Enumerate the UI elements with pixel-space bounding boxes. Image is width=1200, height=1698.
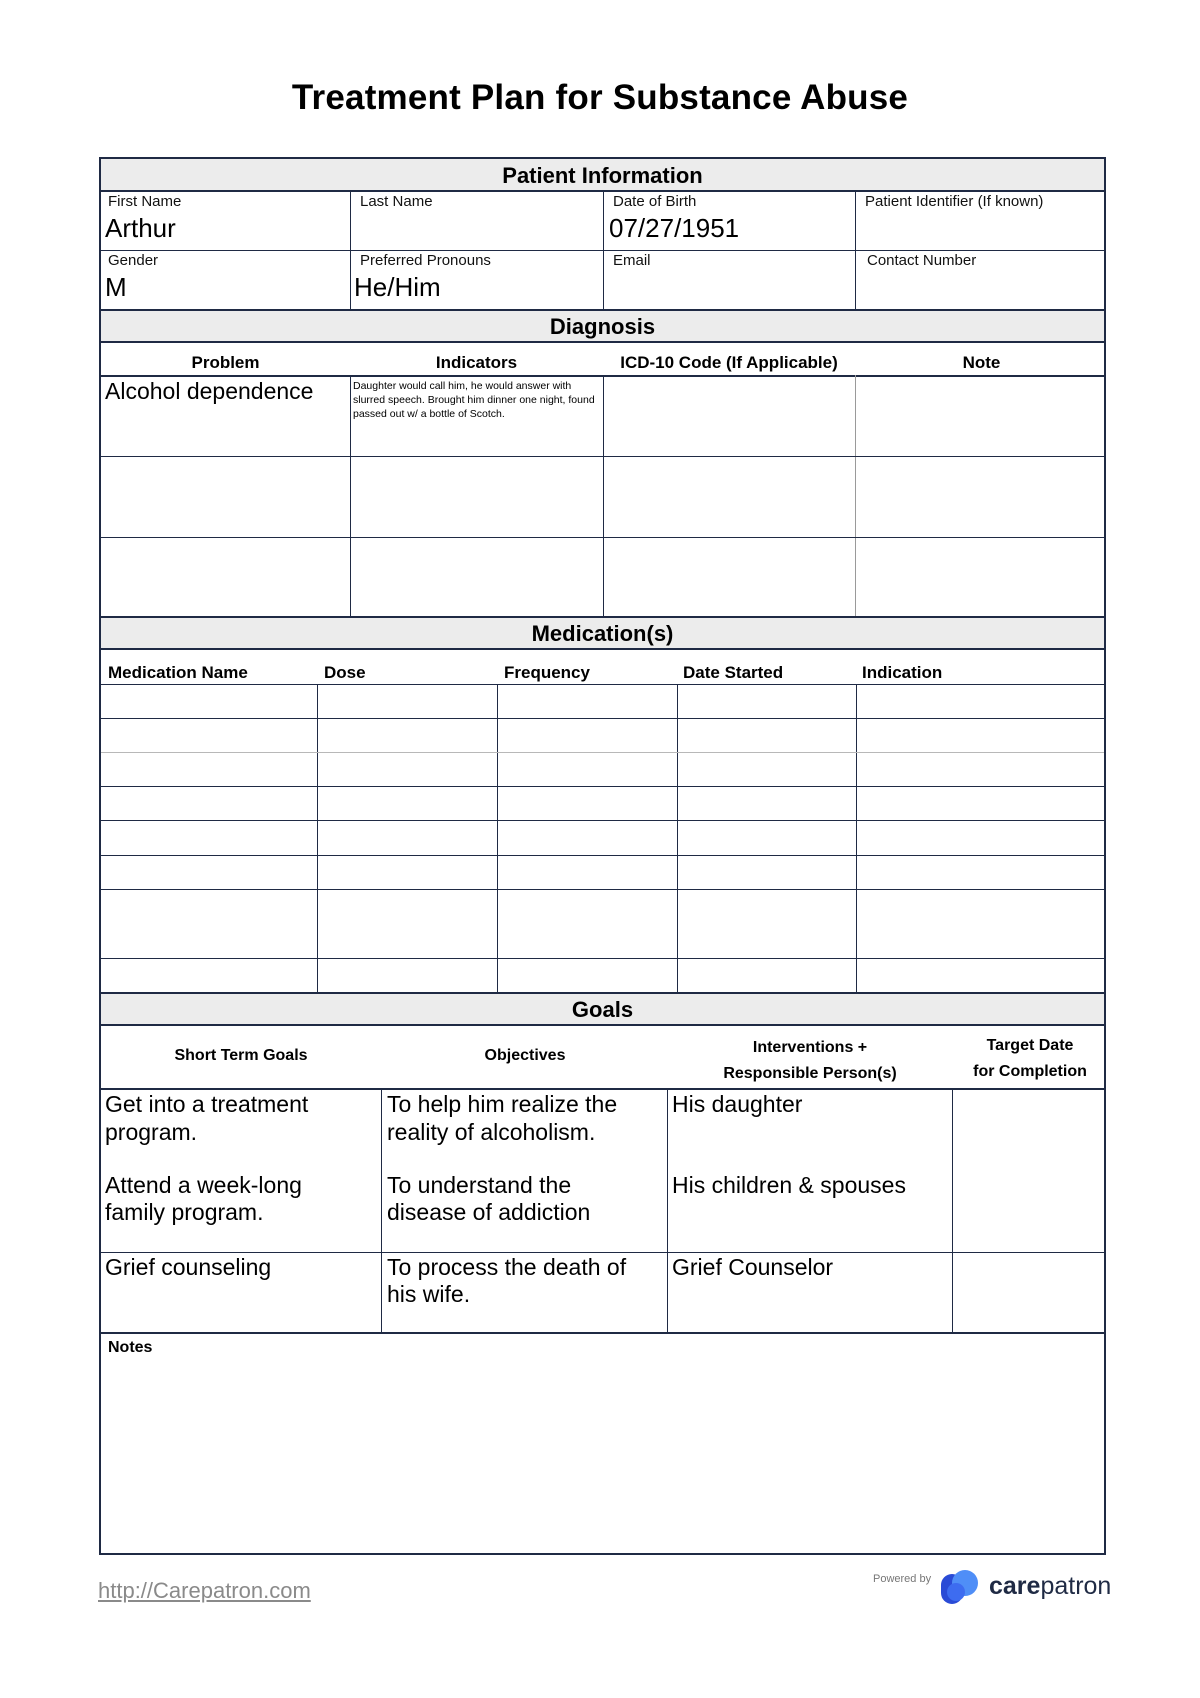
objective-1a-line1[interactable]: To help him realize the [387,1091,618,1117]
email-label: Email [613,252,651,269]
page-title: Treatment Plan for Substance Abuse [291,78,909,117]
diagnosis-col-note: Note [962,353,1001,372]
objective-2-line2[interactable]: his wife. [387,1281,471,1307]
pronouns-field[interactable]: He/Him [354,272,441,302]
gender-field[interactable]: M [105,272,127,302]
dob-field[interactable]: 07/27/1951 [609,213,740,243]
diagnosis-indicators-cell[interactable]: Daughter would call him, he would answer with slurred speech. Brought him dinner one night, found passed out w/ a bottle of Scotch. [353,380,595,420]
diagnosis-header: Diagnosis [101,311,1104,343]
goals-col-interventions-line2: Responsible Person(s) [723,1065,897,1082]
goal-1a-line1[interactable]: Get into a treatment [105,1091,309,1117]
goal-1b-line1[interactable]: Attend a week-long [105,1172,302,1198]
intervention-1b[interactable]: His children & spouses [672,1172,906,1198]
diagnosis-col-indicators: Indicators [435,353,518,372]
treatment-plan-form [99,157,1106,1555]
diagnosis-col-problem: Problem [191,353,260,372]
carepatron-wordmark: carepatron [989,1572,1112,1600]
goals-col-target-line1: Target Date [986,1037,1074,1054]
med-col-dose: Dose [324,663,366,682]
powered-by-label: Powered by [873,1573,932,1585]
first-name-field[interactable]: Arthur [105,213,176,243]
carepatron-logo [939,1568,1112,1608]
intervention-2[interactable]: Grief Counselor [672,1254,834,1280]
diagnosis-col-icd10: ICD-10 Code (If Applicable) [620,353,838,372]
med-col-date-started: Date Started [683,663,784,682]
carepatron-link[interactable]: http://Carepatron.com [98,1578,311,1603]
intervention-1a[interactable]: His daughter [672,1091,803,1117]
gender-label: Gender [108,252,159,269]
last-name-label: Last Name [360,193,433,210]
carepatron-logo-icon [939,1568,987,1606]
diagnosis-problem-cell[interactable]: Alcohol dependence [105,378,314,404]
goals-col-objectives: Objectives [484,1047,566,1064]
objective-1a-line2[interactable]: reality of alcoholism. [387,1119,596,1145]
objective-1b-line2[interactable]: disease of addiction [387,1199,591,1225]
goal-1a-line2[interactable]: program. [105,1119,198,1145]
medications-header: Medication(s) [101,618,1104,650]
patient-id-label: Patient Identifier (If known) [865,193,1044,210]
goals-col-short-term: Short Term Goals [174,1047,308,1064]
contact-number-label: Contact Number [867,252,977,269]
goals-col-target-line2: for Completion [973,1063,1087,1080]
first-name-label: First Name [108,193,182,210]
med-col-frequency: Frequency [504,663,590,682]
objective-2-line1[interactable]: To process the death of [387,1254,627,1280]
goal-2[interactable]: Grief counseling [105,1254,272,1280]
goals-header: Goals [101,994,1104,1026]
patient-information-header: Patient Information [101,159,1104,192]
med-col-indication: Indication [862,663,943,682]
goals-col-interventions-line1: Interventions + [752,1039,868,1056]
objective-1b-line1[interactable]: To understand the [387,1172,572,1198]
med-col-name: Medication Name [108,663,248,682]
pronouns-label: Preferred Pronouns [360,252,491,269]
notes-label: Notes [108,1339,153,1356]
goal-1b-line2[interactable]: family program. [105,1199,264,1225]
dob-label: Date of Birth [613,193,697,210]
